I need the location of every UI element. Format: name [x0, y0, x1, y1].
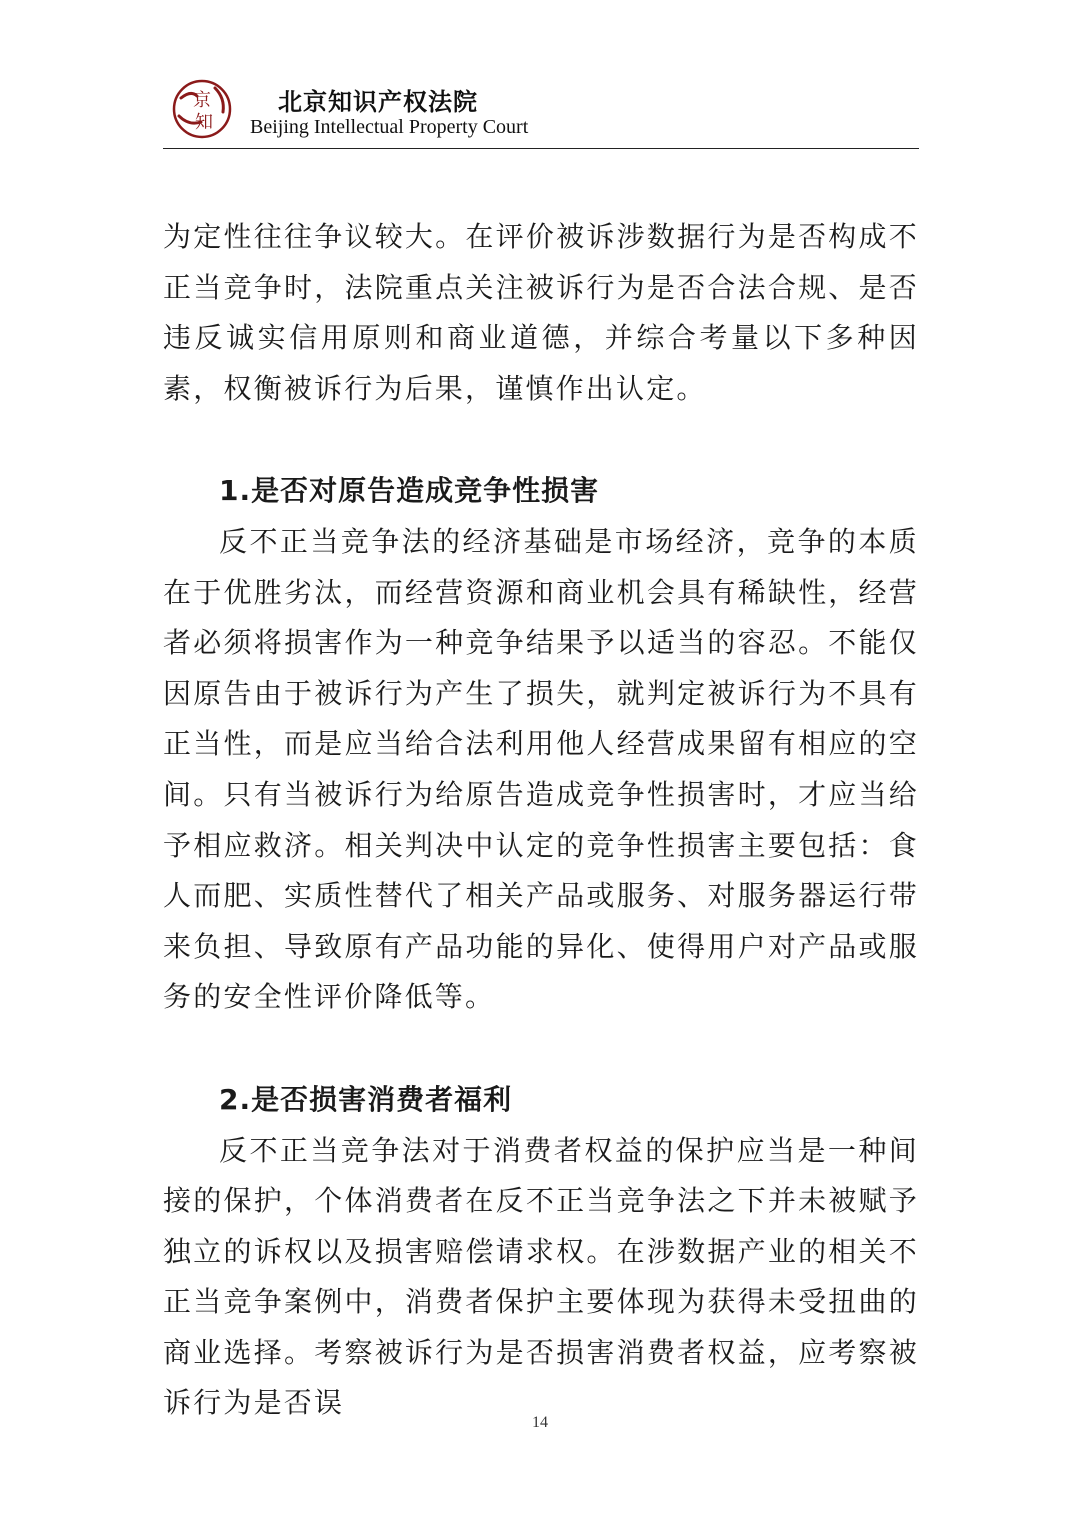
section-spacer [163, 1023, 919, 1075]
section-1-paragraph: 反不正当竞争法的经济基础是市场经济，竞争的本质在于优胜劣汰，而经营资源和商业机会具有稀缺性，经营者必须将损害作为一种竞争结果予以适当的容忍。不能仅因原告由于被诉行为产生了损失，就判定被诉行为不具有正当性，而是应当给合法利用他人经营成果留有相应的空间。只有当被诉行为给原告造成竞争性损害时，才应当给予相应救济。相关判决中认定的竞争性损害主要包括：食人而肥、实质性替代了相关产品或服务、对服务器运行带来负担、导致原有产品功能的异化、使得用户对产品或服务的安全性评价降低等。 [163, 524, 919, 1014]
section-1-heading: 1.是否对原告造成竞争性损害 [219, 474, 600, 508]
section-spacer [163, 414, 919, 466]
section-2-heading: 2.是否损害消费者福利 [219, 1082, 513, 1116]
logo-glyph-top: 京 [193, 90, 211, 111]
header-divider [163, 148, 919, 149]
document-body [163, 212, 919, 1429]
logo-glyph-bottom: 知 [195, 112, 213, 133]
page-number: 14 [532, 1414, 548, 1431]
court-name-english: Beijing Intellectual Property Court [250, 116, 529, 138]
intro-paragraph: 为定性往往争议较大。在评价被诉涉数据行为是否构成不正当竞争时，法院重点关注被诉行为是否合法合规、是否违反诚实信用原则和商业道德，并综合考量以下多种因素，权衡被诉行为后果，谨慎作出认定。 [163, 220, 919, 405]
court-name-chinese: 北京知识产权法院 [278, 88, 478, 116]
section-2-paragraph: 反不正当竞争法对于消费者权益的保护应当是一种间接的保护，个体消费者在反不正当竞争法之下并未被赋予独立的诉权以及损害赔偿请求权。在涉数据产业的相关不正当竞争案例中，消费者保护主要体现为获得未受扭曲的商业选择。考察被诉行为是否损害消费者权益，应考察被诉行为是否误 [163, 1133, 919, 1420]
court-logo-icon [171, 78, 233, 140]
page-header [163, 72, 919, 150]
